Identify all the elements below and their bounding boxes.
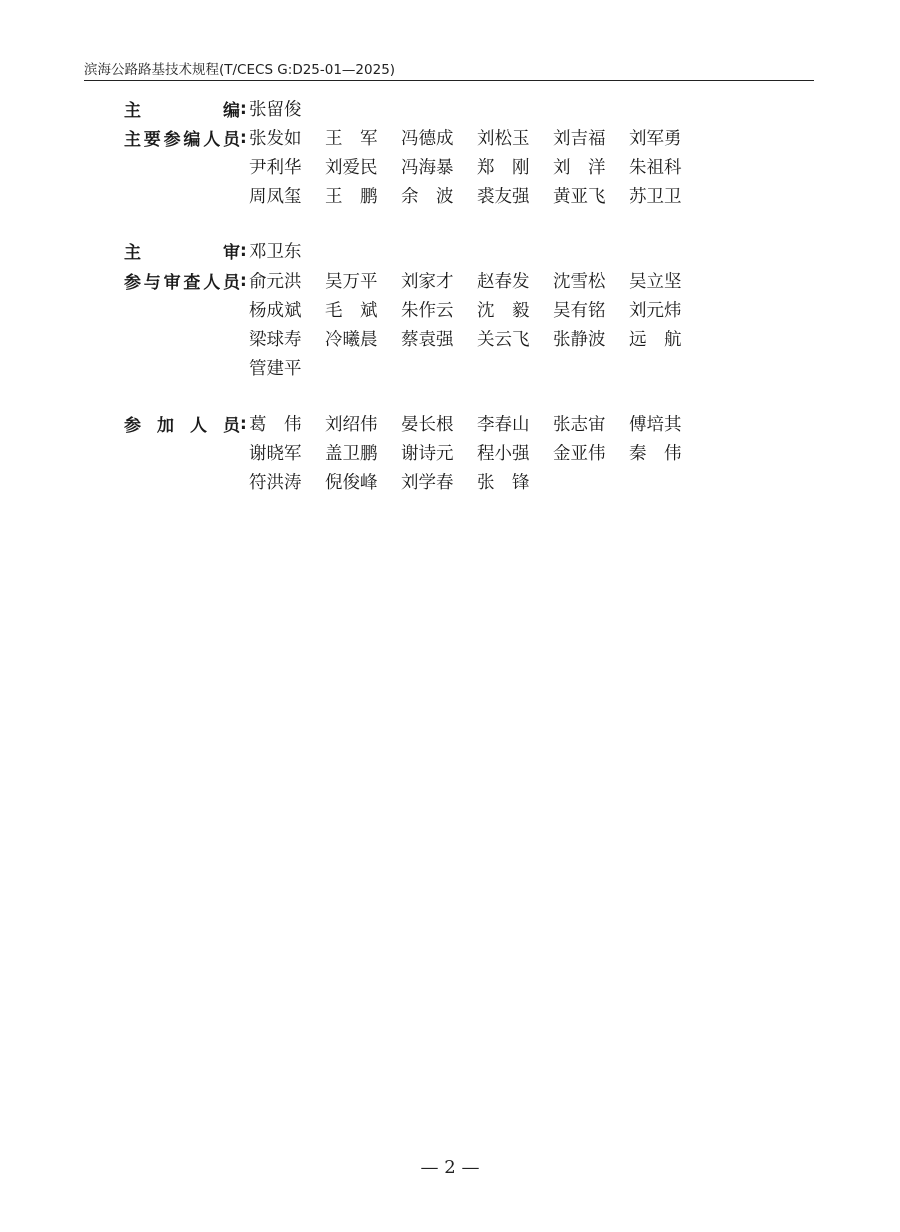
person-name: 盖卫鹏 [325, 444, 378, 464]
role-label [124, 238, 249, 263]
section-participants [124, 409, 724, 496]
person-name: 张志宙 [553, 415, 606, 435]
section-chief-reviewer [124, 236, 724, 265]
person-name: 邓卫东 [249, 242, 302, 262]
person-name: 冷曦晨 [325, 330, 378, 350]
person-name: 秦 伟 [629, 444, 682, 464]
section-reviewers [124, 266, 724, 382]
role-text: 参 与 审 查 人 员 [124, 273, 240, 293]
person-name: 蔡袁强 [401, 330, 454, 350]
name-row [124, 409, 724, 438]
person-name: 关云飞 [477, 330, 530, 350]
role-label [124, 125, 249, 150]
person-name: 吴立坚 [629, 272, 682, 292]
person-name: 余 波 [401, 187, 454, 207]
person-name: 沈 毅 [477, 301, 530, 321]
person-name: 李春山 [477, 415, 530, 435]
person-name: 王 军 [325, 129, 378, 149]
person-name: 周凤玺 [249, 187, 302, 207]
person-name: 刘 洋 [553, 158, 606, 178]
role-text: 主 编 [124, 101, 240, 121]
person-name: 刘学春 [401, 473, 454, 493]
running-header [84, 56, 814, 80]
person-name: 沈雪松 [553, 272, 606, 292]
person-name: 俞元洪 [249, 272, 302, 292]
person-name: 冯海暴 [401, 158, 454, 178]
person-name: 朱作云 [401, 301, 454, 321]
name-row [124, 123, 724, 152]
role-text: 主 审 [124, 243, 240, 263]
role-colon: : [240, 413, 247, 434]
name-row [124, 152, 724, 181]
person-name: 杨成斌 [249, 301, 302, 321]
person-name: 梁球寿 [249, 330, 302, 350]
role-label [124, 96, 249, 121]
person-name: 傅培其 [629, 415, 682, 435]
person-name: 管建平 [249, 359, 302, 379]
person-name: 刘绍伟 [325, 415, 378, 435]
person-name: 晏长根 [401, 415, 454, 435]
person-name: 张 锋 [477, 473, 530, 493]
name-row [124, 295, 724, 324]
role-colon: : [240, 127, 247, 148]
person-name: 吴万平 [325, 272, 378, 292]
person-name: 朱祖科 [629, 158, 682, 178]
header-rule [84, 80, 814, 81]
person-name: 冯德成 [401, 129, 454, 149]
name-row [124, 236, 724, 265]
role-text: 参 加 人 员 [124, 416, 240, 436]
person-name: 裘友强 [477, 187, 530, 207]
person-name: 黄亚飞 [553, 187, 606, 207]
person-name: 程小强 [477, 444, 530, 464]
person-name: 倪俊峰 [325, 473, 378, 493]
name-row [124, 94, 724, 123]
person-name: 毛 斌 [325, 301, 378, 321]
person-name: 张发如 [249, 129, 302, 149]
person-name: 王 鹏 [325, 187, 378, 207]
person-name: 刘家才 [401, 272, 454, 292]
person-name: 郑 刚 [477, 158, 530, 178]
person-name: 金亚伟 [553, 444, 606, 464]
person-name: 远 航 [629, 330, 682, 350]
role-colon: : [240, 270, 247, 291]
running-header-title: 滨海公路路基技术规程(T/CECS G:D25-01—2025) [84, 62, 396, 78]
person-name: 尹利华 [249, 158, 302, 178]
person-name: 刘元炜 [629, 301, 682, 321]
role-colon: : [240, 240, 247, 261]
role-label [124, 268, 249, 293]
person-name: 张静波 [553, 330, 606, 350]
name-row [124, 181, 724, 210]
person-name: 赵春发 [477, 272, 530, 292]
role-label [124, 411, 249, 436]
name-row [124, 324, 724, 353]
person-name: 张留俊 [249, 100, 302, 120]
role-text: 主 要 参 编 人 员 [124, 130, 240, 150]
person-name: 刘爱民 [325, 158, 378, 178]
name-row [124, 467, 724, 496]
name-row [124, 353, 724, 382]
person-name: 符洪涛 [249, 473, 302, 493]
person-name: 刘松玉 [477, 129, 530, 149]
person-name: 刘军勇 [629, 129, 682, 149]
person-name: 葛 伟 [249, 415, 302, 435]
person-name: 谢晓军 [249, 444, 302, 464]
name-row [124, 438, 724, 467]
page-number: — 2 — [420, 1157, 480, 1178]
section-chief-editor [124, 94, 724, 123]
name-row [124, 266, 724, 295]
person-name: 苏卫卫 [629, 187, 682, 207]
section-main-editors [124, 123, 724, 210]
person-name: 刘吉福 [553, 129, 606, 149]
person-name: 吴有铭 [553, 301, 606, 321]
person-name: 谢诗元 [401, 444, 454, 464]
role-colon: : [240, 98, 247, 119]
